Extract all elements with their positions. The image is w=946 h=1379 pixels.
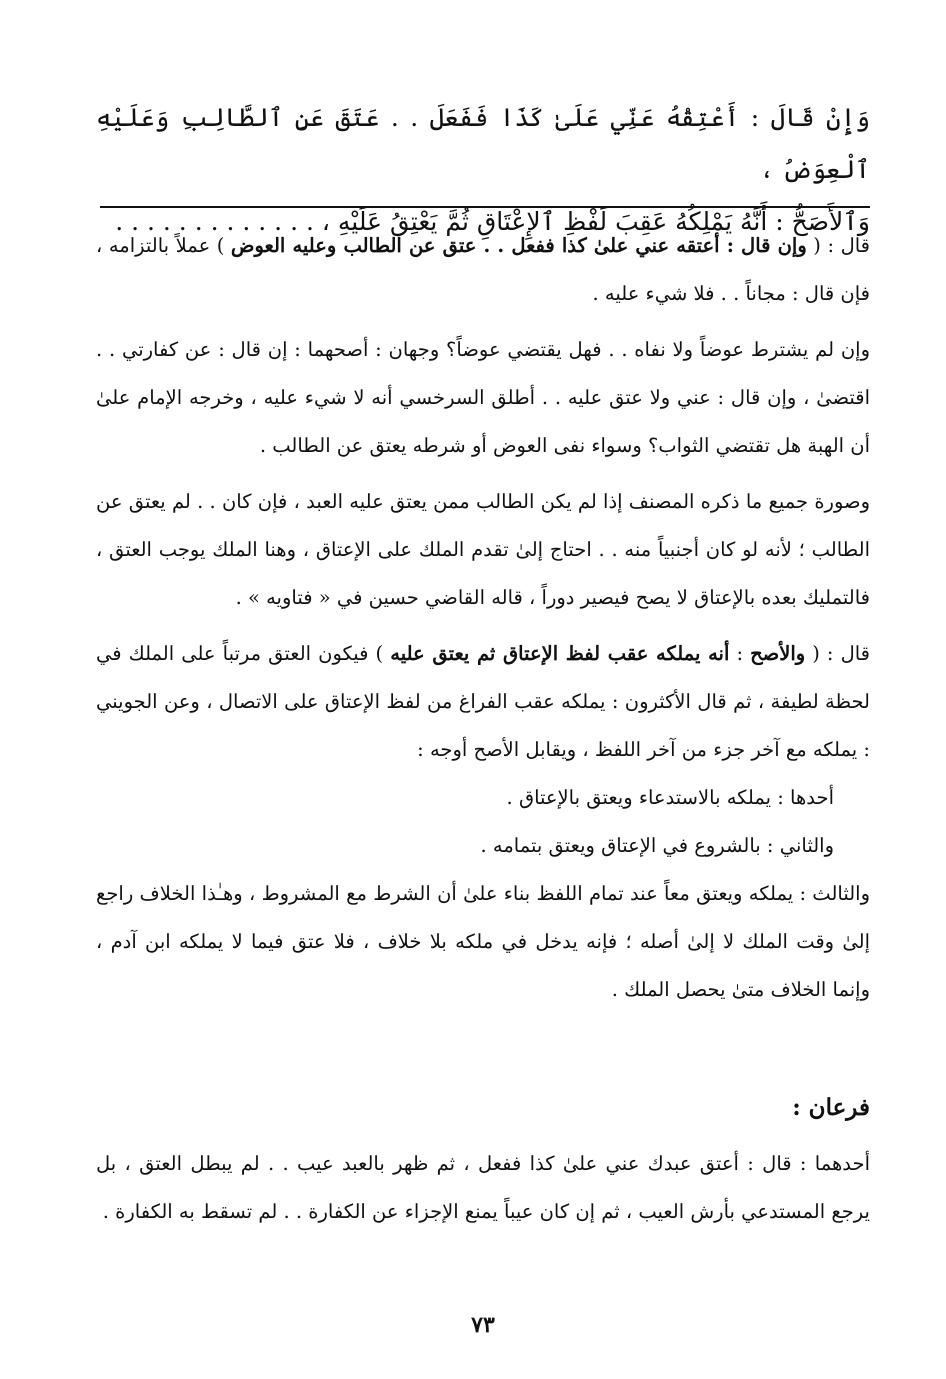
- paragraph: أحدها : يملكه بالاستدعاء ويعتق بالإعتاق .: [506, 786, 834, 809]
- quoted-matn: وإن قال : أعتقه عني علىٰ كذا ففعل . . عتق عن الطالب وعليه العوض: [230, 234, 807, 257]
- quote-intro: قال : (: [806, 234, 870, 257]
- commentary: [96, 222, 870, 1014]
- paragraph: والثاني : بالشروع في الإعتاق ويعتق بتمامه .: [480, 834, 834, 857]
- quote-intro: قال : (: [805, 642, 870, 665]
- paragraph-text: ) عملاً بالتزامه ، فإن قال : مجاناً . . فلا شيء عليه .: [96, 234, 870, 305]
- quoted-matn: أنه يملكه عقب لفظ الإعتاق ثم يعتق عليه: [390, 642, 730, 665]
- paragraph-text: ) فيكون العتق مرتباً على الملك في لحظة لطيفة ، ثم قال الأكثرون : يملكه عقب الفراغ من لفظ الإعتاق على الاتصال ، وعن الجويني : يملكه مع آخر جزء من آخر اللفظ ، ويقابل الأصح أوجه :: [96, 642, 870, 761]
- section-body: [96, 1140, 870, 1236]
- matn-line: وَإِنْ قَالَ : أَعْتِقْهُ عَنِّي عَلَىٰ كَذَا فَفَعَلَ . . عَتَقَ عَنِ ٱلطَّالِبِ وَعَلَيْهِ ٱلْعِوَضُ ،: [96, 103, 870, 184]
- paragraph: [96, 222, 870, 318]
- paragraph: [96, 630, 870, 774]
- paragraph: وإن لم يشترط عوضاً ولا نفاه . . فهل يقتضي عوضاً؟ وجهان : أصحهما : إن قال : عن كفارتي . . اقتضىٰ ، وإن قال : عني ولا عتق عليه . . أطلق السرخسي أنه لا شيء عليه ، وخرجه الإمام علىٰ أن الهبة هل تقتضي الثواب؟ وسواء نفى العوض أو شرطه يعتق عن الطالب .: [96, 338, 870, 457]
- paragraph-text: :: [729, 642, 751, 665]
- separator-rule: [100, 206, 870, 208]
- quoted-matn: والأصح: [750, 642, 806, 665]
- page: [96, 0, 870, 1379]
- paragraph: أحدهما : قال : أعتق عبدك عني علىٰ كذا ففعل ، ثم ظهر بالعبد عيب . . لم يبطل العتق ، بل يرجع المستدعي بأرش العيب ، ثم إن كان عيباً يمنع الإجزاء عن الكفارة . . لم تسقط به الكفارة .: [96, 1152, 870, 1223]
- page-number: ٧٣: [471, 1312, 495, 1338]
- paragraph: وصورة جميع ما ذكره المصنف إذا لم يكن الطالب ممن يعتق عليه العبد ، فإن كان . . لم يعتق عن الطالب ؛ لأنه لو كان أجنبياً منه . . احتاج إلىٰ تقدم الملك على الإعتاق ، وهنا الملك يوجب العتق ، فالتمليك بعده بالإعتاق لا يصح فيصير دوراً ، قاله القاضي حسين في « فتاويه » .: [96, 490, 870, 609]
- paragraph: والثالث : يملكه ويعتق معاً عند تمام اللفظ بناء علىٰ أن الشرط مع المشروط ، وهـٰذا الخلاف راجع إلىٰ وقت الملك لا إلىٰ أصله ؛ فإنه يدخل في ملكه بلا خلاف ، فلا عتق فيما لا يملكه ابن آدم ، وإنما الخلاف متىٰ يحصل الملك .: [96, 882, 870, 1001]
- section-heading: فرعان :: [792, 1094, 870, 1121]
- matn-line: وَٱلأَصَحُّ : أَنَّهُ يَمْلِكُهُ عَقِبَ لَفْظِ ٱلإِعْتَاقِ ثُمَّ يَعْتِقُ عَلَيْهِ ، . . . . . . . . . . . . .: [115, 207, 870, 236]
